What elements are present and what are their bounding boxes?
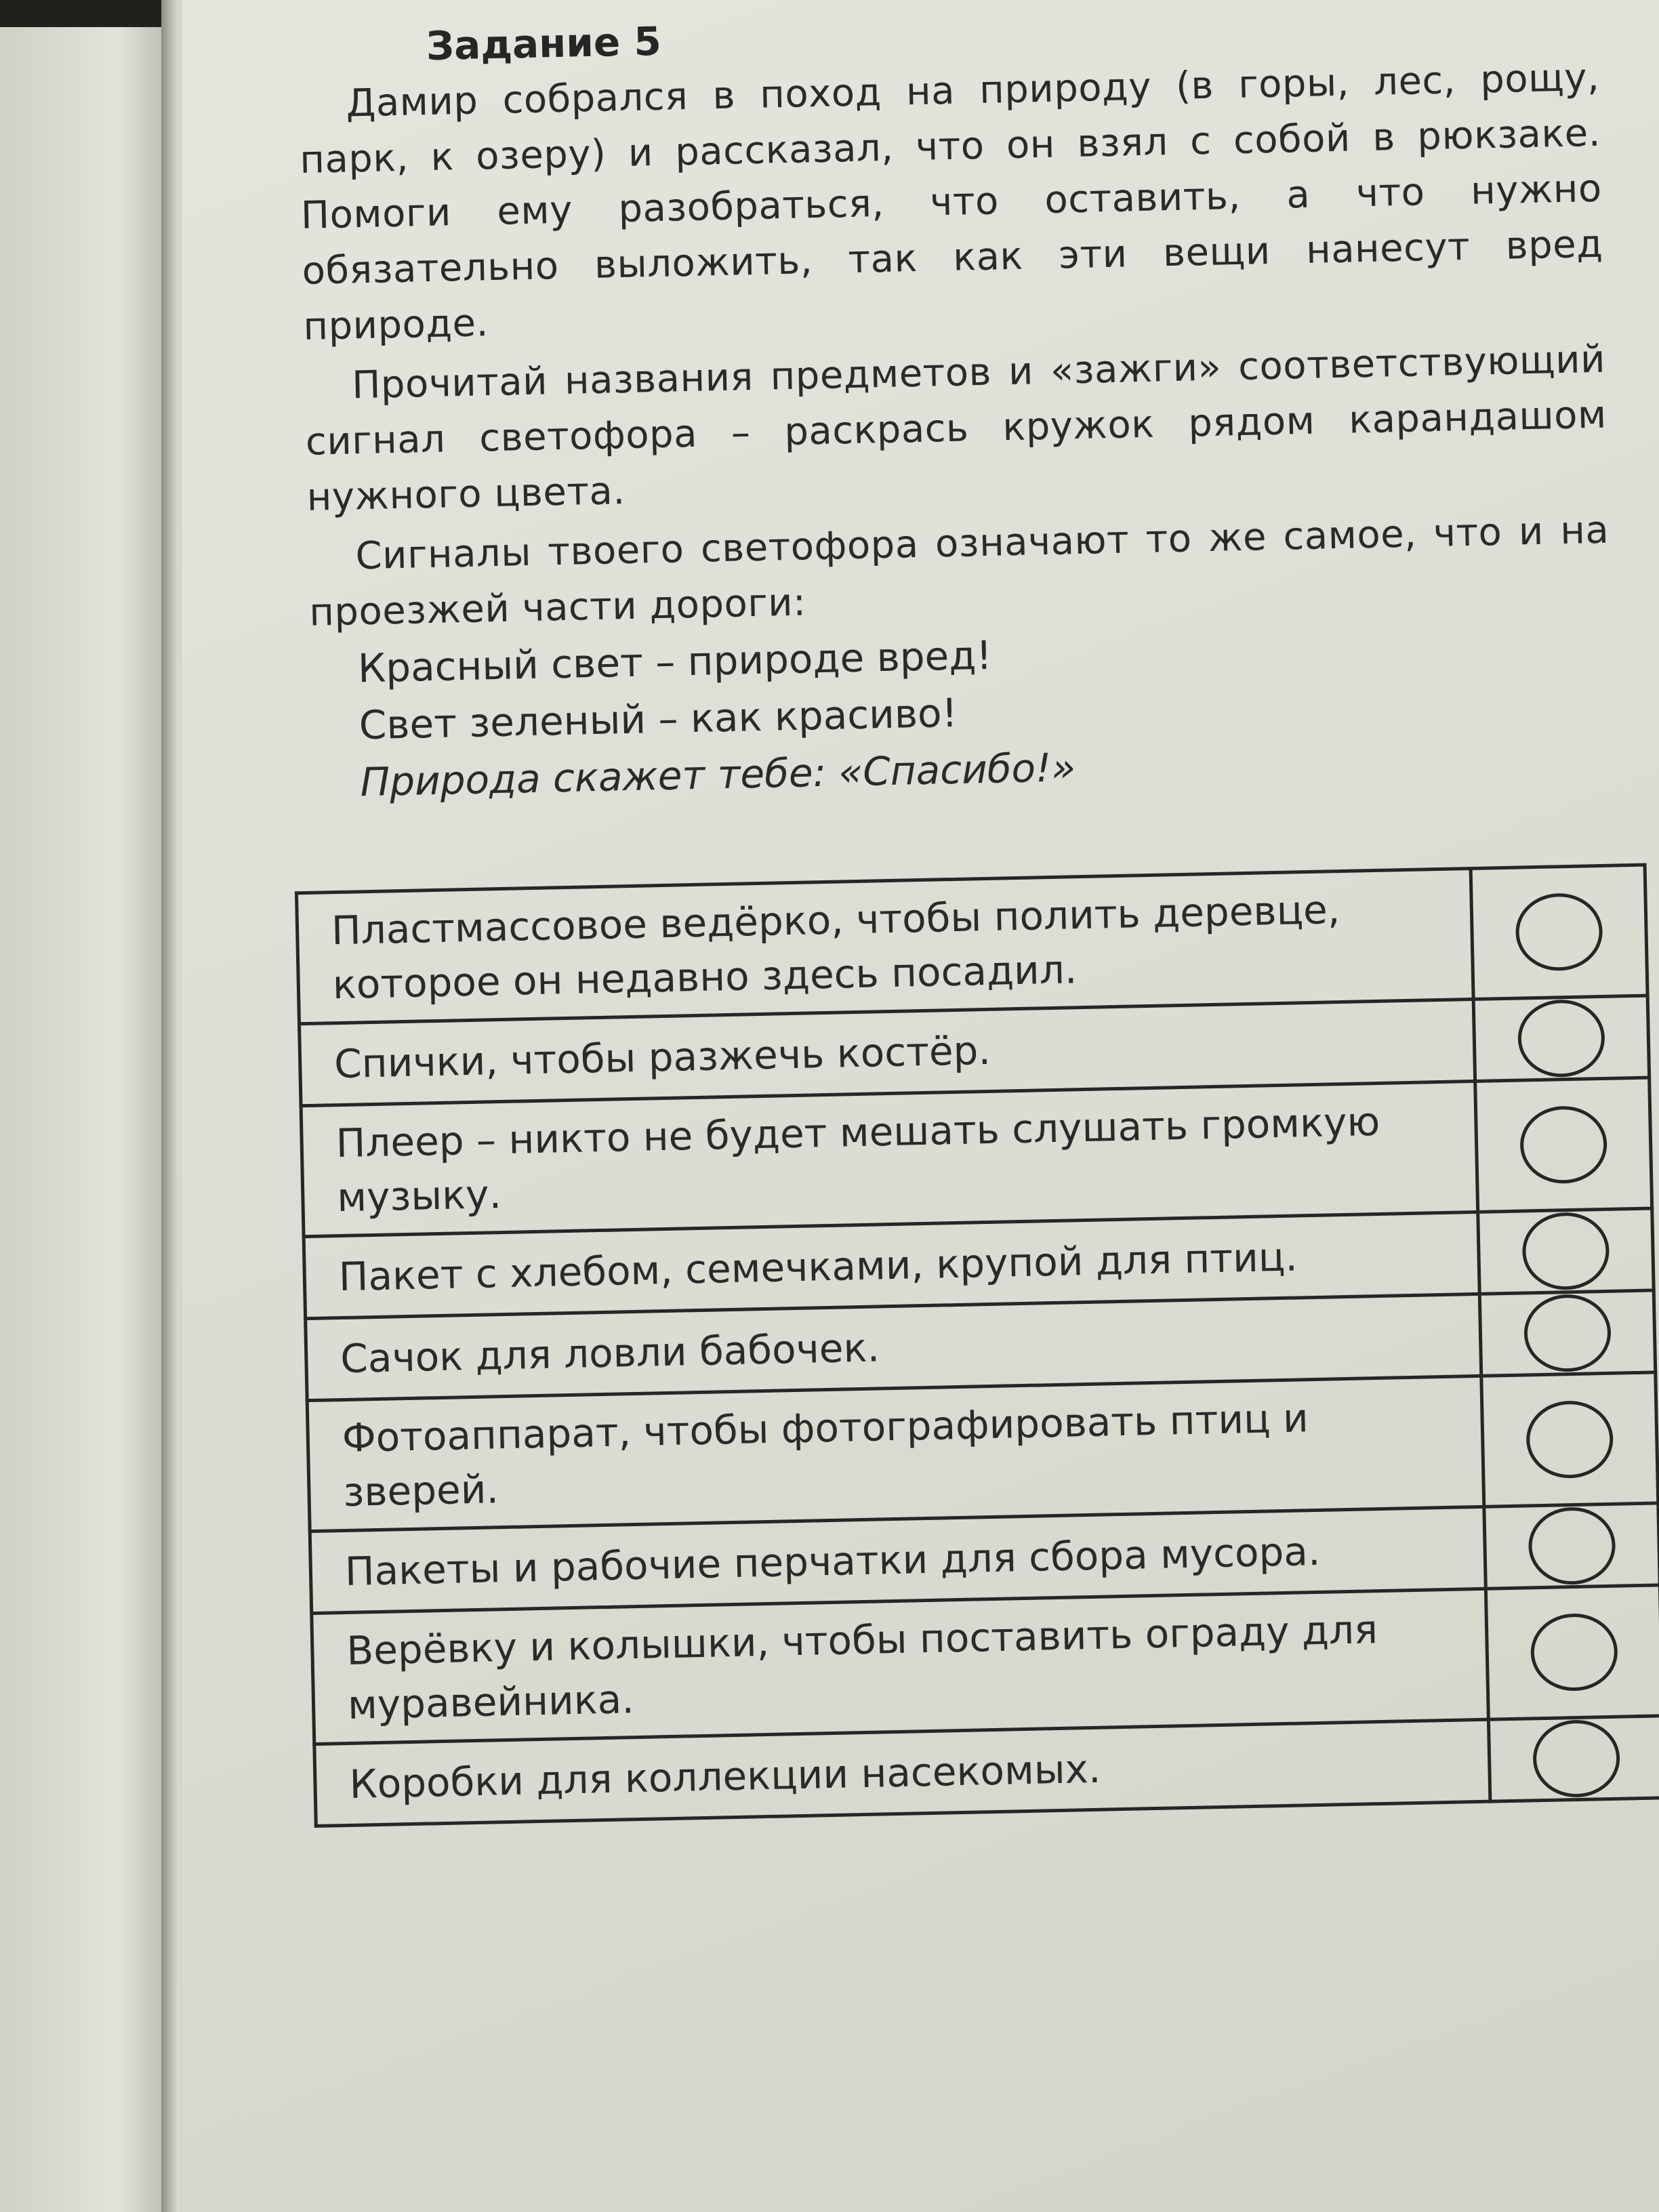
item-text: Сачок для ловли бабочек. — [306, 1294, 1481, 1400]
item-text: Плеер – никто не будет мешать слушать громкую музыку. — [301, 1081, 1478, 1236]
mark-cell — [1478, 1208, 1654, 1294]
page-content — [297, 0, 1614, 1807]
mark-cell — [1479, 1290, 1655, 1376]
color-circle[interactable] — [1528, 1507, 1616, 1586]
workbook-page — [182, 0, 1659, 2212]
task-intro-paragraph: Дамир собрался в поход на природу (в горы, лес, рощу, парк, к озеру) и рассказал, что он взял с собой в рюкзаке. Помоги ему разобраться, что оставить, а что нужно обязательно выложить, так как эти вещи нанесут вред природе. — [299, 55, 1604, 349]
color-circle[interactable] — [1523, 1294, 1612, 1373]
mark-cell — [1486, 1585, 1659, 1719]
task-instruction-paragraph: Прочитай названия предметов и «зажги» соответствующий сигнал светофора – раскрась кружок рядом карандашом нужного цвета. — [305, 337, 1607, 520]
item-text: Пластмассовое ведёрко, чтобы полить деревце, которое он недавно здесь посадил. — [296, 869, 1473, 1024]
color-circle[interactable] — [1532, 1719, 1620, 1799]
mark-cell — [1473, 996, 1649, 1081]
color-circle[interactable] — [1519, 1105, 1607, 1185]
mark-cell — [1484, 1503, 1659, 1589]
item-text: Спички, чтобы разжечь костёр. — [300, 999, 1475, 1105]
color-circle[interactable] — [1530, 1613, 1618, 1692]
mark-cell — [1488, 1716, 1659, 1801]
items-table — [295, 863, 1659, 1828]
verse-line-2: Свет зеленый – как красиво! — [359, 689, 958, 749]
verse-line-1: Красный свет – природе вред! — [357, 632, 993, 692]
item-text: Коробки для коллекции насекомых. — [314, 1719, 1490, 1826]
mark-cell — [1475, 1078, 1652, 1212]
color-circle[interactable] — [1521, 1212, 1610, 1291]
item-text: Фотоаппарат, чтобы фотографировать птиц и зверей. — [307, 1376, 1484, 1531]
color-circle[interactable] — [1525, 1400, 1614, 1479]
mark-cell — [1481, 1372, 1658, 1507]
mark-cell — [1471, 865, 1647, 999]
item-text: Пакет с хлебом, семечками, крупой для птиц. — [304, 1212, 1479, 1318]
color-circle[interactable] — [1517, 999, 1605, 1078]
verse-line-3: Природа скажет тебе: «Спасибо!» — [359, 744, 1076, 806]
task-title: Задание 5 — [426, 18, 662, 70]
item-text: Пакеты и рабочие перчатки для сбора мусора. — [310, 1507, 1486, 1613]
left-page-edge — [0, 27, 169, 2212]
item-text: Верёвку и колышки, чтобы поставить ограду для муравейника. — [312, 1589, 1489, 1744]
task-signals-paragraph: Сигналы твоего светофора означают то же самое, что и на проезжей части дороги: — [308, 508, 1610, 635]
color-circle[interactable] — [1515, 893, 1603, 972]
